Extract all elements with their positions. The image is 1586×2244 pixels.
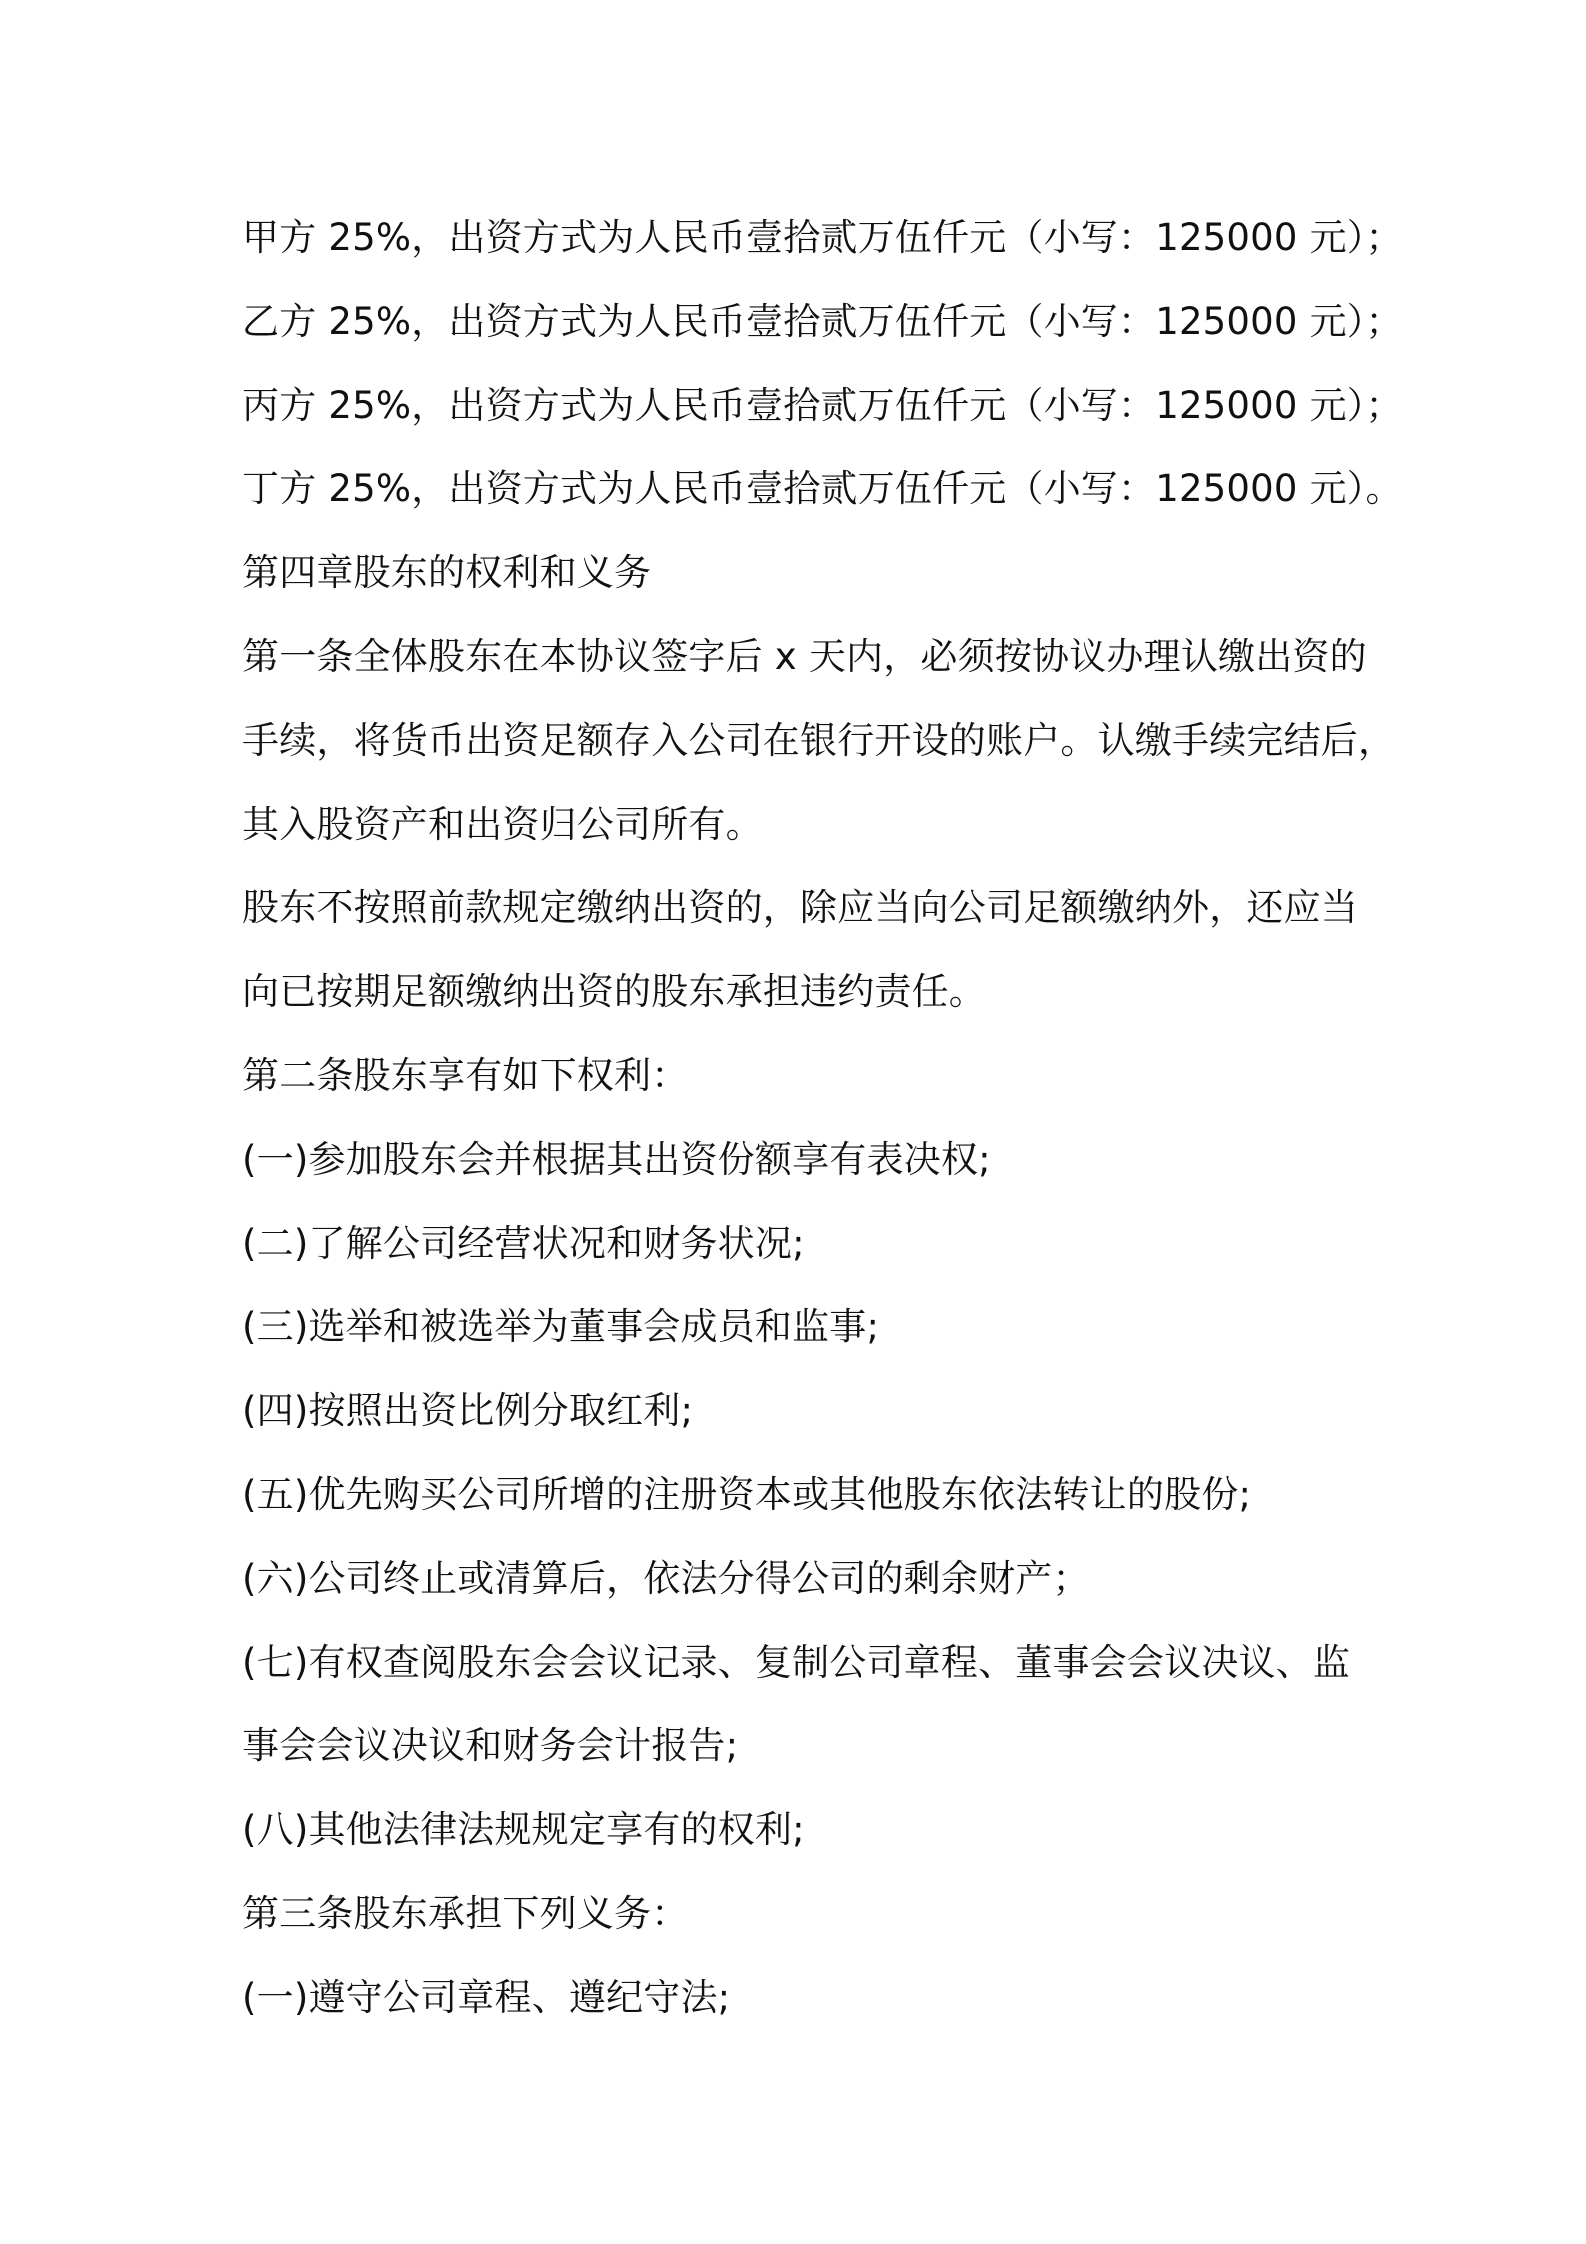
list-item: (八)其他法律法规规定享有的权利; (242, 1808, 805, 1852)
text-line: 股东不按照前款规定缴纳出资的，除应当向公司足额缴纳外，还应当 (242, 886, 1358, 930)
text-line: 丁方 25%，出资方式为人民币壹拾贰万伍仟元（小写：125000 元）。 (242, 467, 1403, 511)
list-item: (二)了解公司经营状况和财务状况; (242, 1221, 805, 1265)
list-item: (六)公司终止或清算后，依法分得公司的剩余财产； (242, 1556, 1090, 1600)
article-heading: 第二条股东享有如下权利： (242, 1053, 689, 1097)
article-heading: 第三条股东承担下列义务： (242, 1891, 689, 1935)
list-item: (一)遵守公司章程、遵纪守法; (242, 1975, 731, 2019)
list-item: (一)参加股东会并根据其出资份额享有表决权; (242, 1137, 991, 1181)
list-item: (三)选举和被选举为董事会成员和监事; (242, 1305, 880, 1349)
text-line: 乙方 25%，出资方式为人民币壹拾贰万伍仟元（小写：125000 元）； (242, 299, 1403, 343)
list-item: (七)有权查阅股东会会议记录、复制公司章程、董事会会议决议、监 (242, 1640, 1351, 1684)
text-line: 其入股资产和出资归公司所有。 (242, 802, 763, 846)
text-line: 第一条全体股东在本协议签字后 x 天内，必须按协议办理认缴出资的 (242, 634, 1367, 678)
text-line: 甲方 25%，出资方式为人民币壹拾贰万伍仟元（小写：125000 元）； (242, 216, 1403, 259)
text-line: 丙方 25%，出资方式为人民币壹拾贰万伍仟元（小写：125000 元）； (242, 383, 1403, 427)
list-item: (四)按照出资比例分取红利; (242, 1389, 694, 1433)
list-item: (五)优先购买公司所增的注册资本或其他股东依法转让的股份; (242, 1472, 1252, 1516)
text-line: 向已按期足额缴纳出资的股东承担违约责任。 (242, 970, 986, 1014)
list-item: 事会会议决议和财务会计报告; (242, 1724, 739, 1768)
text-line: 手续，将货币出资足额存入公司在银行开设的账户。认缴手续完结后， (242, 718, 1396, 762)
document-body (242, 196, 1403, 2040)
chapter-heading: 第四章股东的权利和义务 (242, 551, 652, 595)
